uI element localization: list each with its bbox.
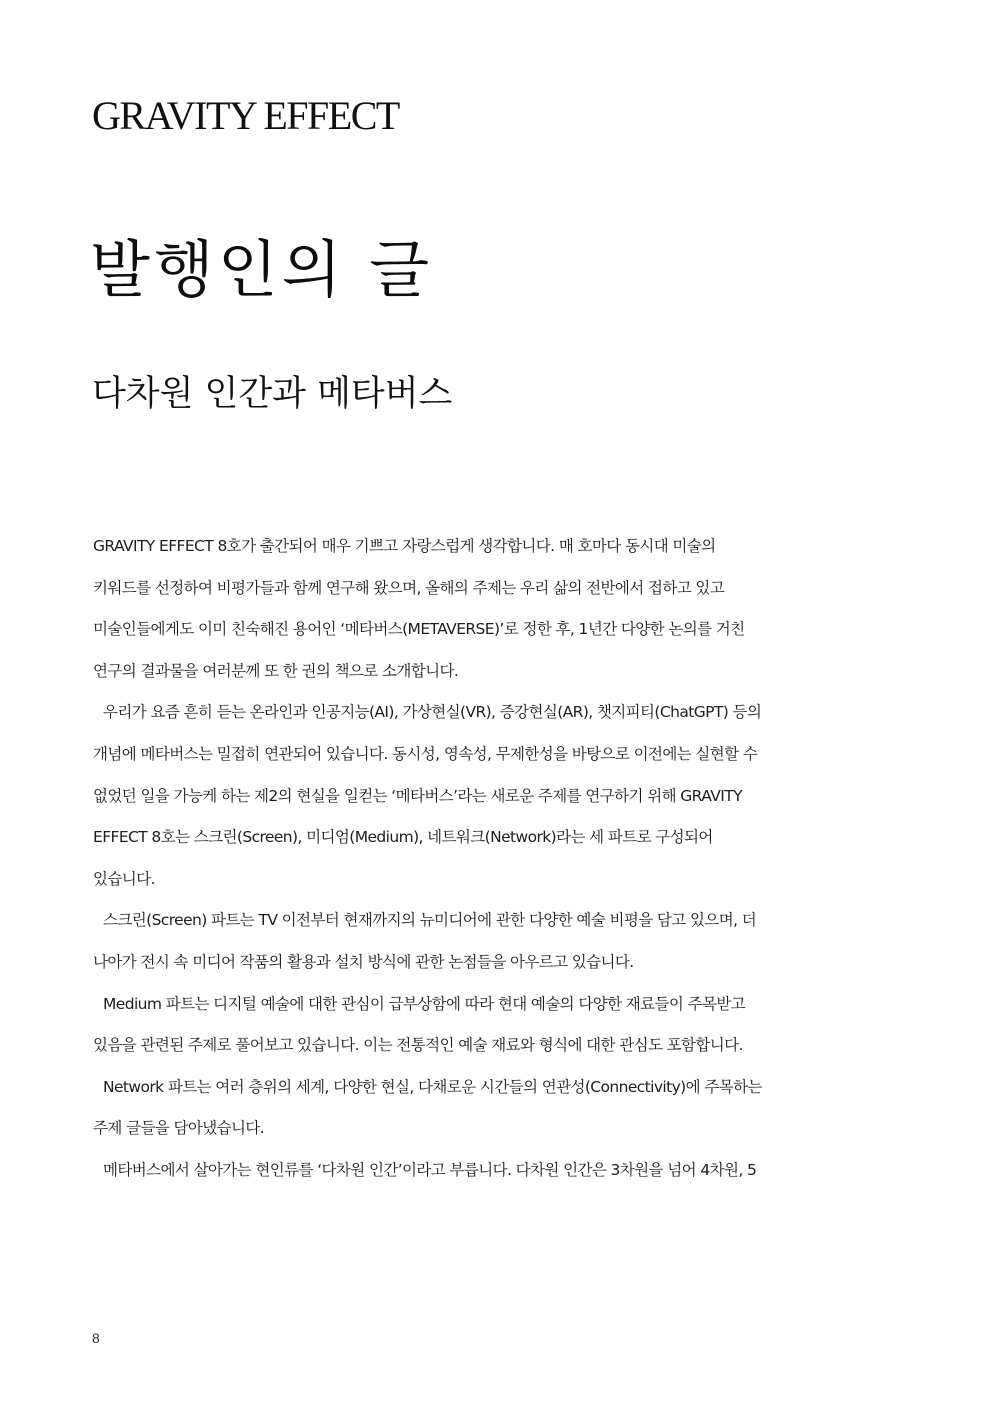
- body-paragraph-3: 스크린(Screen) 파트는 TV 이전부터 현재까지의 뉴미디어에 관한 다양한 예술 비평을 담고 있으며, 더 나아가 전시 속 미디어 작품의 활용과 설치 방식에 관한 논점들을 아우르고 있습니다.: [93, 911, 757, 971]
- body-paragraph-1: GRAVITY EFFECT 8호가 출간되어 매우 기쁘고 자랑스럽게 생각합니다. 매 호마다 동시대 미술의 키워드를 선정하여 비평가들과 함께 연구해 왔으며, 올해의 주제는 우리 삶의 전반에서 접하고 있고 미술인들에게도 이미 친숙해진 용어인 ‘메타버스(METAVERSE)’로 정한 후, 1년간 다양한 논의를 거친 연구의 결과물을 여러분께 또 한 권의 책으로 소개합니다.: [93, 537, 745, 680]
- page-number: 8: [92, 1330, 100, 1346]
- article-subtitle: 다차원 인간과 메타버스: [92, 374, 453, 414]
- body-paragraph-6: 메타버스에서 살아가는 현인류를 ‘다차원 인간’이라고 부릅니다. 다차원 인간은 3차원을 넘어 4차원, 5: [103, 1160, 757, 1179]
- body-paragraph-5: Network 파트는 여러 층위의 세계, 다양한 현실, 다채로운 시간들의 연관성(Connectivity)에 주목하는 주제 글들을 담아냈습니다.: [93, 1077, 762, 1138]
- article-title: 발행인의 글: [90, 233, 434, 306]
- body-paragraph-2: 우리가 요즘 흔히 듣는 온라인과 인공지능(AI), 가상현실(VR), 증강현실(AR), 챗지피티(ChatGPT) 등의 개념에 메타버스는 밀접히 연관되어 있습니다. 동시성, 영속성, 무제한성을 바탕으로 이전에는 실현할 수 없었던 일을 가능케 하는 제2의 현실을 일컫는 ‘메타버스’라는 새로운 주제를 연구하기 위해 GRAVITY EFFECT 8호는 스크린(Screen), 미디엄(Medium), 네트워크(Network)라는 세 파트로 구성되어 있습니다.: [93, 703, 762, 888]
- magazine-brand: GRAVITY EFFECT: [92, 93, 399, 138]
- body-paragraph-4: Medium 파트는 디지털 예술에 대한 관심이 급부상함에 따라 현대 예술의 다양한 재료들이 주목받고 있음을 관련된 주제로 풀어보고 있습니다. 이는 전통적인 예술 재료와 형식에 대한 관심도 포함합니다.: [93, 994, 746, 1055]
- article-body: [93, 526, 773, 1192]
